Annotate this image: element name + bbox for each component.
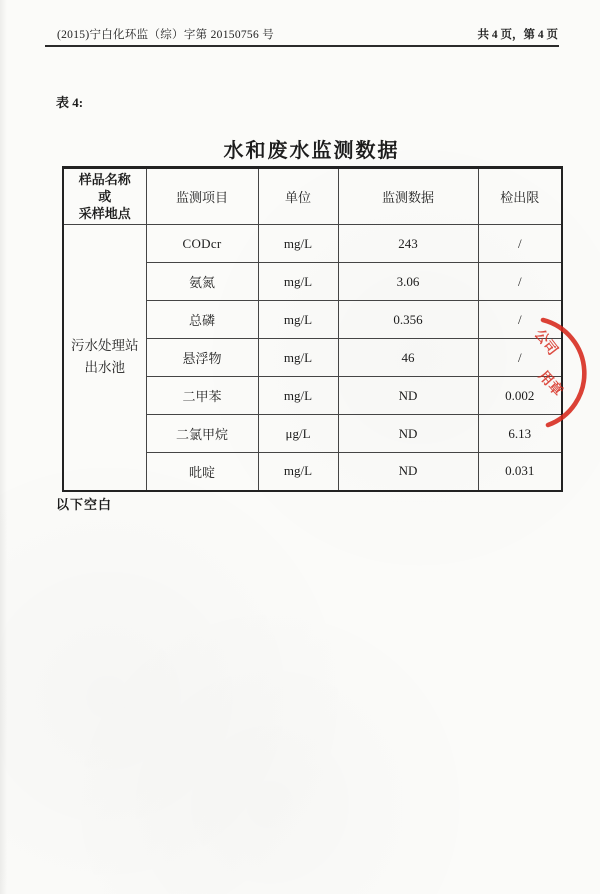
table-row bbox=[63, 225, 562, 263]
seal-text-chop: 用章 bbox=[535, 368, 565, 400]
cell-value: ND bbox=[338, 453, 478, 491]
cell-item: 二甲苯 bbox=[146, 377, 258, 415]
table-title: 水和废水监测数据 bbox=[223, 140, 400, 162]
cell-item: CODcr bbox=[146, 225, 258, 263]
header-monitor-data: 监测数据 bbox=[338, 168, 478, 225]
cell-unit: mg/L bbox=[258, 453, 338, 491]
header-divider bbox=[45, 45, 559, 47]
cell-limit: / bbox=[478, 301, 562, 339]
cell-item: 二氯甲烷 bbox=[146, 415, 258, 453]
cell-limit: / bbox=[478, 339, 562, 377]
page-count: 共 4 页，第 4 页 bbox=[477, 29, 558, 41]
cell-unit: mg/L bbox=[258, 263, 338, 301]
header-sample-name-line1: 样品名称 bbox=[78, 172, 131, 187]
cell-unit: μg/L bbox=[258, 415, 338, 453]
cell-value: 243 bbox=[338, 225, 478, 263]
sample-location-line2: 出水池 bbox=[84, 360, 125, 376]
cell-value: 3.06 bbox=[338, 263, 478, 301]
cell-value: ND bbox=[338, 377, 478, 415]
header-monitor-item: 监测项目 bbox=[146, 168, 258, 225]
cell-value: 46 bbox=[338, 339, 478, 377]
seal-text-company: 公司 bbox=[530, 327, 560, 359]
sample-location-cell bbox=[63, 225, 146, 491]
cell-limit: 0.002 bbox=[478, 377, 562, 415]
cell-unit: mg/L bbox=[258, 377, 338, 415]
cell-limit: 0.031 bbox=[478, 453, 562, 491]
cell-unit: mg/L bbox=[258, 225, 338, 263]
cell-item: 吡啶 bbox=[146, 453, 258, 491]
header-sample-name-line2: 或 bbox=[98, 189, 112, 204]
cell-item: 氨氮 bbox=[146, 263, 258, 301]
header-sample-name bbox=[63, 168, 146, 225]
document-number: (2015)宁白化环监（综）字第 20150756 号 bbox=[57, 29, 275, 41]
header-detection-limit: 检出限 bbox=[478, 168, 562, 225]
header-sample-name-line3: 采样地点 bbox=[78, 206, 131, 221]
cell-item: 悬浮物 bbox=[146, 339, 258, 377]
cell-unit: mg/L bbox=[258, 301, 338, 339]
cell-item: 总磷 bbox=[146, 301, 258, 339]
cell-limit: / bbox=[478, 225, 562, 263]
table-label: 表 4: bbox=[56, 95, 84, 110]
cell-value: ND bbox=[338, 415, 478, 453]
cell-unit: mg/L bbox=[258, 339, 338, 377]
table-header-row bbox=[63, 168, 562, 225]
cell-value: 0.356 bbox=[338, 301, 478, 339]
cell-limit: / bbox=[478, 263, 562, 301]
blank-below-note: 以下空白 bbox=[56, 497, 113, 512]
monitoring-data-table bbox=[62, 166, 563, 492]
cell-limit: 6.13 bbox=[478, 415, 562, 453]
header-unit: 单位 bbox=[258, 168, 338, 225]
sample-location-line1: 污水处理站 bbox=[71, 338, 139, 354]
